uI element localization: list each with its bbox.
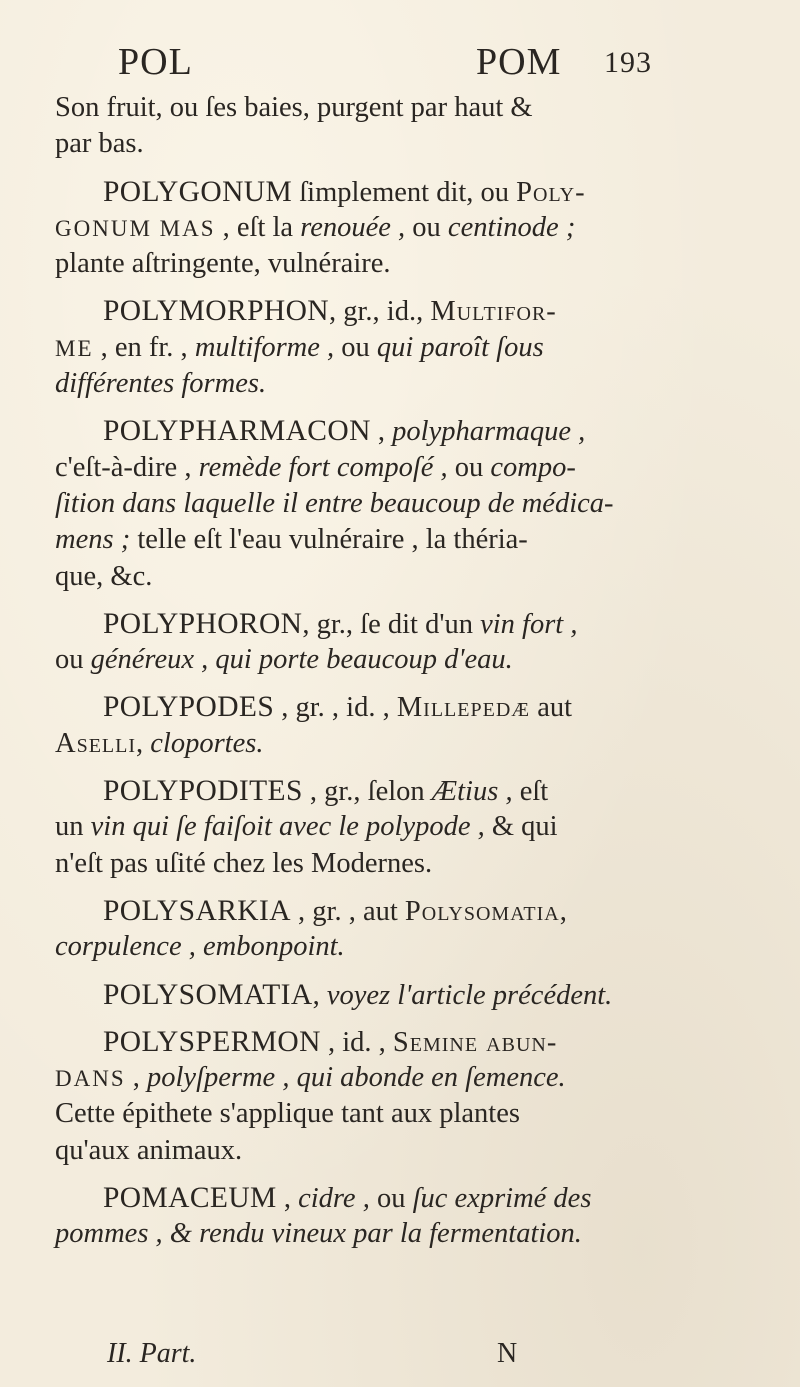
headword: POLYSARKIA <box>103 894 291 927</box>
text-run: vin fort , <box>480 608 578 640</box>
text-run: mens ; <box>55 524 131 556</box>
text-line <box>55 486 715 522</box>
headword: POLYPHORON <box>103 607 303 640</box>
text-run: ou <box>405 211 448 243</box>
text-run: qu'aux animaux. <box>55 1134 243 1166</box>
text-run: telle eſt l'eau vulnéraire , la thériа- <box>130 524 528 556</box>
text-line <box>55 210 715 246</box>
page-number: 193 <box>604 46 652 79</box>
text-run: ou <box>369 1183 413 1215</box>
text-run: Semine abun- <box>392 1026 558 1058</box>
text-line <box>55 1060 715 1096</box>
text-run: Polysomatia <box>404 895 560 927</box>
text-run: ou <box>55 644 91 676</box>
text-run: centinode ; <box>447 211 576 243</box>
text-run: différentes formes. <box>55 368 267 400</box>
text-run: polyſperme , qui abonde en ſemence. <box>147 1062 566 1094</box>
entry-polymorphon <box>55 293 715 329</box>
text-run: Poly- <box>516 176 586 208</box>
entry-polyspermon <box>55 1024 715 1060</box>
page-footer <box>107 1338 657 1378</box>
entry-polyphoron <box>55 606 715 642</box>
text-run: , <box>125 1062 147 1094</box>
text-run: ME <box>55 335 94 361</box>
text-run: multiforme , <box>194 331 335 363</box>
text-run: , en fr. , <box>93 331 195 363</box>
text-run: , eſt la <box>215 211 301 243</box>
text-run: voyez l'article précédent. <box>326 979 613 1011</box>
text-run: Son fruit, ou ſes baies, purgent par haut & <box>55 92 533 123</box>
text-line <box>55 366 715 402</box>
text-run: , <box>559 895 567 927</box>
text-line <box>55 330 715 366</box>
text-run: Cette épithete s'applique tant aux plantes <box>55 1098 520 1130</box>
entry-polypharmacon <box>55 413 715 449</box>
text-line <box>55 559 715 595</box>
text-run: remède fort compoſé , <box>198 451 448 483</box>
text-line <box>55 450 715 486</box>
text-run: généreux , qui porte beaucoup d'eau. <box>90 644 513 676</box>
headword: POLYGONUM <box>103 175 293 208</box>
headword: POMACEUM <box>103 1182 277 1215</box>
entry-polypodes <box>55 689 715 725</box>
headword: POLYSOMATIA <box>103 978 313 1011</box>
text-run: , gr. , aut <box>290 895 405 927</box>
headword: POLYPODES <box>103 691 275 724</box>
headword: POLYMORPHON <box>103 295 330 328</box>
text-line <box>55 929 715 965</box>
running-head-right: POM <box>476 41 562 83</box>
text-run: , <box>136 727 151 759</box>
text-line <box>55 1133 715 1169</box>
text-run: cidre , <box>298 1183 370 1215</box>
signature-mark: N <box>497 1338 518 1369</box>
text-run: compo- <box>490 451 576 483</box>
text-run: par bas. <box>55 128 144 160</box>
text-run: , gr., ſelon <box>302 776 432 808</box>
text-run: , gr. , id. , <box>274 692 397 724</box>
text-run: n'eſt pas uſité chez les Modernes. <box>55 847 433 879</box>
text-run: pommes , & rendu vineux par la fermentation. <box>55 1218 582 1250</box>
running-head <box>118 40 698 90</box>
text-run: polypharmaque , <box>392 416 586 448</box>
entry-polypodites <box>55 773 715 809</box>
volume-part: II. Part. <box>107 1338 197 1369</box>
text-line <box>55 809 715 845</box>
text-run: ſuc exprimé des <box>412 1183 592 1215</box>
text-run: que, &c. <box>55 560 153 592</box>
headword: POLYPHARMACON <box>103 415 371 448</box>
text-run: Ætius , <box>431 776 513 808</box>
text-run: eſt <box>512 776 549 808</box>
text-run: , <box>312 979 327 1011</box>
text-run: un <box>55 811 91 843</box>
text-run: ſition dans laquelle il entre beaucoup de médica- <box>55 487 614 519</box>
text-run: , id. , <box>320 1026 393 1058</box>
entry-pomaceum <box>55 1180 715 1216</box>
text-run: Millepedæ <box>396 692 531 724</box>
text-run: cloportes. <box>150 727 264 759</box>
text-run: corpulence , embonpoint. <box>55 931 345 963</box>
text-run: , gr., id., <box>329 296 431 328</box>
text-run: ſimplement dit, ou <box>292 176 517 208</box>
text-run: ou <box>447 451 491 483</box>
text-run: , gr., ſe dit d'un <box>302 608 481 640</box>
text-line <box>55 246 715 282</box>
text-run: plante aſtringente, vulnéraire. <box>55 248 391 280</box>
text-run: c'eſt-à-dire , <box>55 451 199 483</box>
text-line <box>55 642 715 678</box>
headword: POLYPODITES <box>103 775 303 808</box>
running-head-left: POL <box>118 41 193 83</box>
text-line <box>55 1096 715 1132</box>
text-run: & qui <box>484 811 558 843</box>
text-run: aut <box>530 692 573 724</box>
text-line <box>55 726 715 762</box>
text-line <box>55 1216 715 1252</box>
text-run: Multifor- <box>430 296 557 328</box>
headword: POLYSPERMON <box>103 1025 321 1058</box>
text-run: renouée , <box>300 211 406 243</box>
text-run: , <box>370 416 393 448</box>
text-line <box>55 90 715 126</box>
dictionary-text <box>55 90 715 1253</box>
text-line <box>55 846 715 882</box>
entry-polysarkia <box>55 893 715 929</box>
text-line <box>55 522 715 558</box>
text-line <box>55 126 715 162</box>
text-run: Aselli <box>55 727 137 759</box>
text-run: DANS <box>55 1066 126 1092</box>
text-run: ou <box>334 331 377 363</box>
text-run: , <box>276 1183 299 1215</box>
entry-polygonum <box>55 174 715 210</box>
text-run: qui paroît ſous <box>376 331 544 363</box>
text-run: vin qui ſe faiſoit avec le polypode , <box>90 811 485 843</box>
entry-polysomatia <box>55 977 715 1013</box>
text-run: GONUM MAS <box>55 215 216 241</box>
